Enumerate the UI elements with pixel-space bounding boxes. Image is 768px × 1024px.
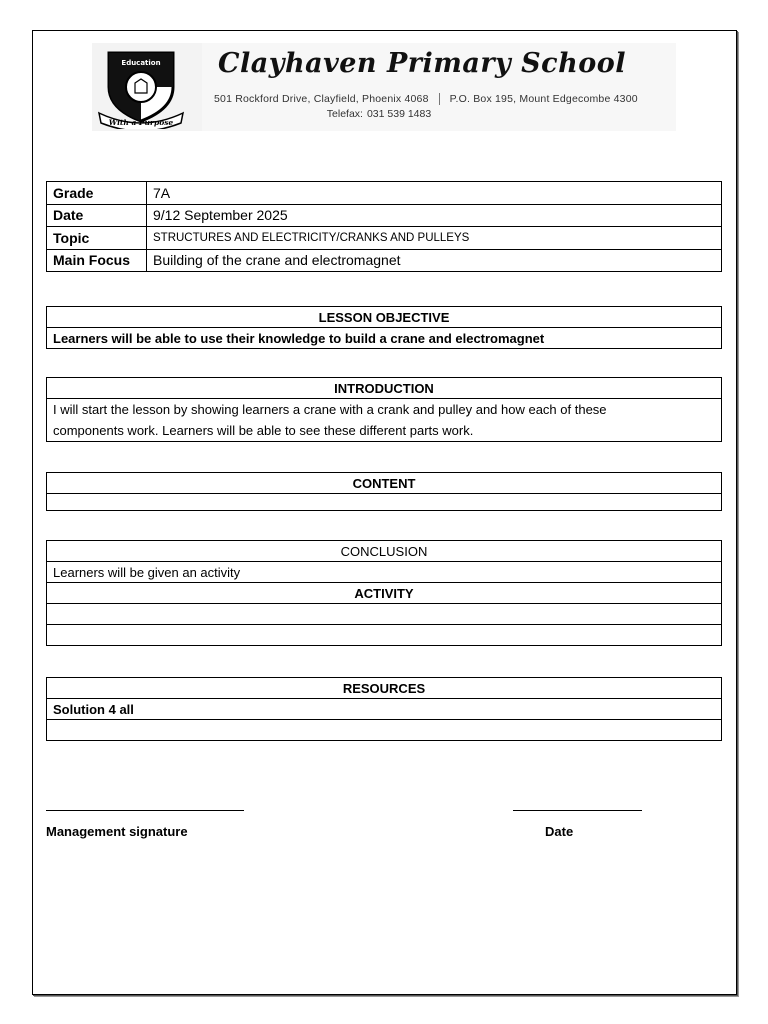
- table-row: [47, 473, 722, 494]
- grade-value: 7A: [147, 182, 722, 205]
- introduction-line-1: I will start the lesson by showing learners a crane with a crank and pulley and how each of these: [53, 402, 607, 417]
- conclusion-table: [46, 540, 722, 646]
- introduction-line-2: components work. Learners will be able to see these different parts work.: [53, 423, 474, 438]
- conclusion-text: Learners will be given an activity: [47, 562, 722, 583]
- content-table: [46, 472, 722, 511]
- telefax-number: 031 539 1483: [366, 108, 432, 120]
- school-name: Clayhaven Primary School: [218, 48, 626, 79]
- main-focus-value: Building of the crane and electromagnet: [147, 249, 722, 272]
- table-row: [47, 562, 722, 583]
- topic-label: Topic: [47, 227, 147, 250]
- date-label: Date: [545, 824, 574, 839]
- resources-text: Solution 4 all: [47, 699, 722, 720]
- resources-heading: RESOURCES: [47, 678, 722, 699]
- crest-motto-ribbon: With a Purpose: [108, 118, 174, 127]
- table-row: [47, 328, 722, 349]
- school-crest-logo: [95, 47, 187, 129]
- main-focus-label: Main Focus: [47, 249, 147, 272]
- management-signature-label: Management signature: [46, 824, 188, 839]
- introduction-table: [46, 377, 722, 442]
- table-row: [47, 494, 722, 511]
- lesson-info-table: [46, 181, 722, 272]
- table-row: [47, 604, 722, 625]
- table-row: [47, 227, 722, 250]
- introduction-heading: INTRODUCTION: [47, 378, 722, 399]
- table-row: [47, 541, 722, 562]
- lesson-objective-heading: LESSON OBJECTIVE: [47, 307, 722, 328]
- table-row: [47, 182, 722, 205]
- lesson-objective-table: [46, 306, 722, 349]
- table-row: [47, 699, 722, 720]
- table-row: [47, 307, 722, 328]
- activity-row-1: [47, 604, 722, 625]
- table-row: [47, 720, 722, 741]
- table-row: [47, 378, 722, 399]
- table-row: [47, 399, 722, 442]
- grade-label: Grade: [47, 182, 147, 205]
- telefax: [214, 108, 544, 120]
- activity-heading: ACTIVITY: [47, 583, 722, 604]
- table-row: [47, 204, 722, 227]
- topic-value: STRUCTURES AND ELECTRICITY/CRANKS AND PULLEYS: [147, 227, 722, 250]
- telefax-label: Telefax:: [326, 108, 363, 120]
- content-heading: CONTENT: [47, 473, 722, 494]
- table-row: [47, 249, 722, 272]
- conclusion-heading: CONCLUSION: [47, 541, 722, 562]
- crest-motto-top: Education: [121, 59, 161, 67]
- address-separator: [439, 93, 440, 105]
- date-signature-line: [513, 810, 642, 811]
- activity-row-2: [47, 625, 722, 646]
- resources-row-empty: [47, 720, 722, 741]
- introduction-text: [47, 399, 722, 442]
- page-frame: [32, 30, 737, 995]
- street-address: 501 Rockford Drive, Clayfield, Phoenix 4068: [214, 93, 429, 105]
- address-line: [214, 93, 644, 105]
- table-row: [47, 678, 722, 699]
- management-signature-line: [46, 810, 244, 811]
- lesson-objective-text: Learners will be able to use their knowledge to build a crane and electromagnet: [47, 328, 722, 349]
- date-label: Date: [47, 204, 147, 227]
- content-body: [47, 494, 722, 511]
- po-box: P.O. Box 195, Mount Edgecombe 4300: [449, 93, 638, 105]
- date-value: 9/12 September 2025: [147, 204, 722, 227]
- table-row: [47, 625, 722, 646]
- table-row: [47, 583, 722, 604]
- resources-table: [46, 677, 722, 741]
